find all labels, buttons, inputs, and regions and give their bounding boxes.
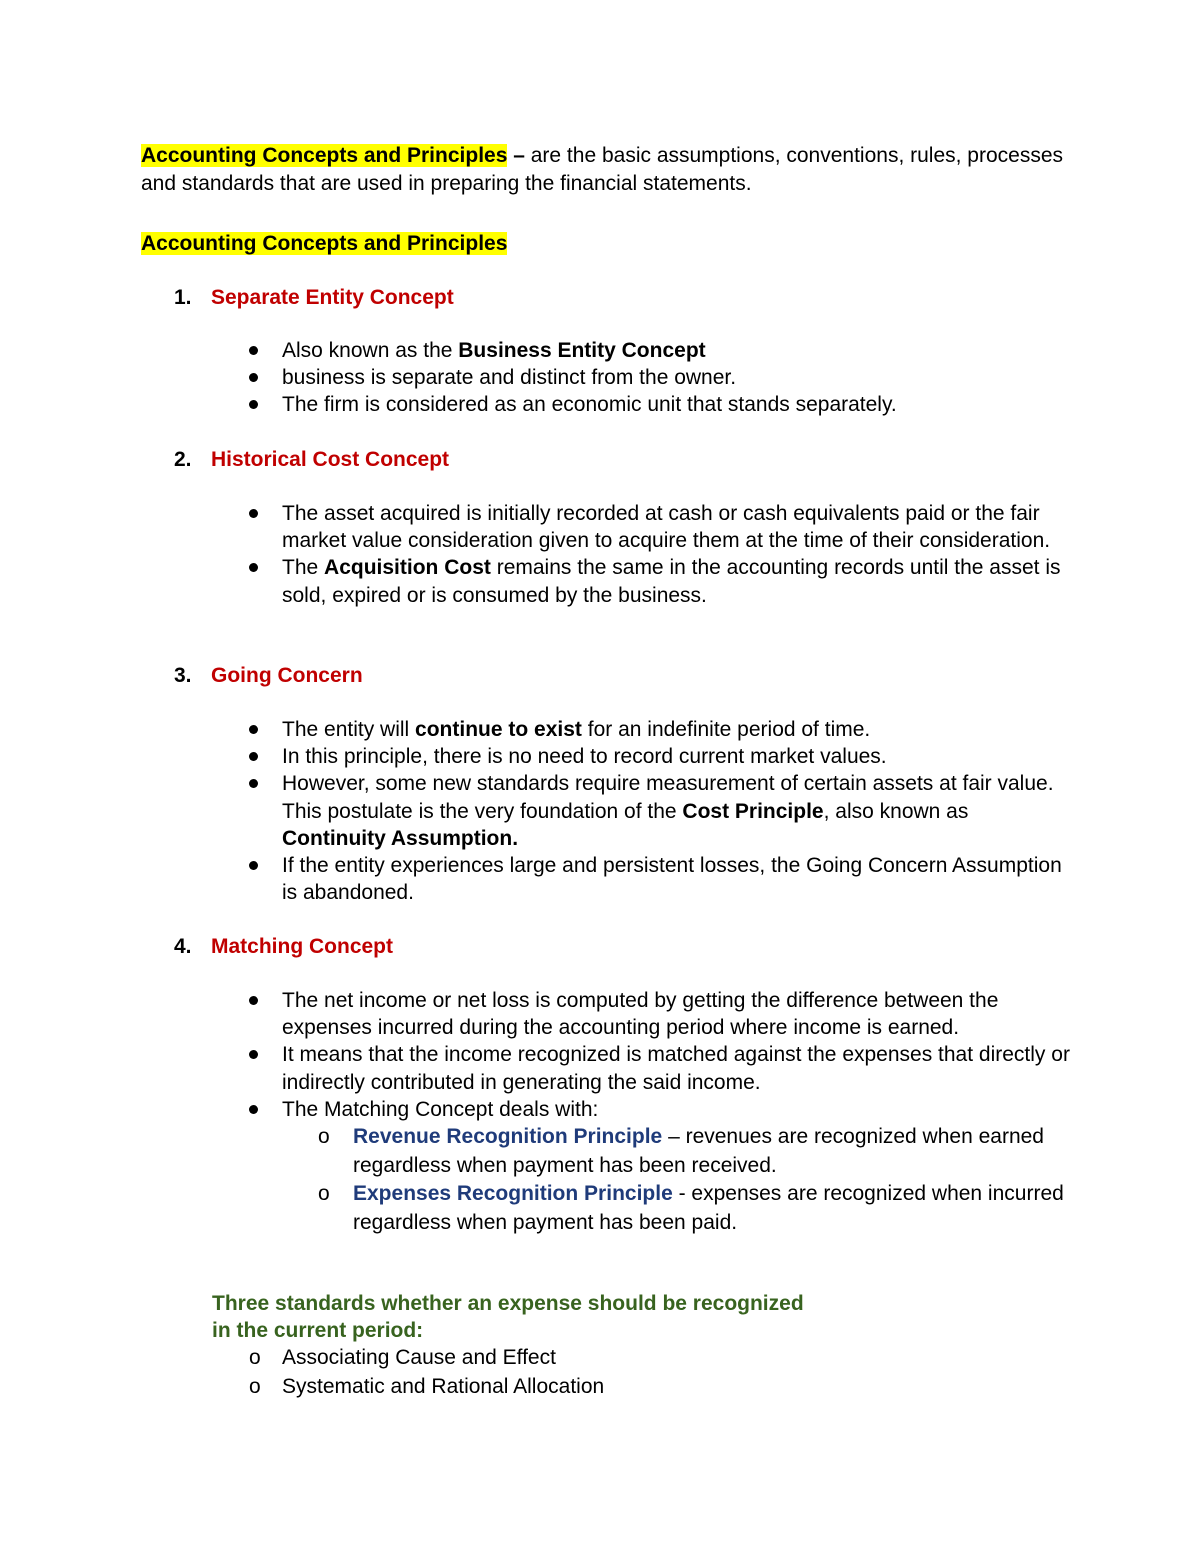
bullet-text: If the entity experiences large and persistent losses, the Going Concern Assumption is abandoned. [282,854,1062,905]
bullet-text: business is separate and distinct from the owner. [282,366,737,390]
list-item [0,770,1072,852]
intro-paragraph [141,142,1081,197]
bullet-bold: Business Entity Concept [458,339,706,362]
sub-bullet-title: Revenue Recognition Principle [353,1125,663,1149]
list-item [0,852,1072,906]
section-4-heading [174,933,393,960]
list-item [0,1096,1072,1237]
standards-heading [212,1290,804,1344]
section-3-title: Going Concern [211,664,363,687]
bullet-icon [249,861,258,870]
bullet-text: The firm is considered as an economic unit that stands separately. [282,393,897,417]
bullet-bold-2: Continuity Assumption. [282,826,519,850]
bullet-icon [249,779,258,788]
bullet-icon [249,1105,258,1114]
section-4-number: 4. [174,935,192,958]
bullet-text: The asset acquired is initially recorded at cash or cash equivalents paid or the fair market value consideration given to acquire them at the time of their consideration. [282,502,1051,553]
bullet-text: The Matching Concept deals with: [282,1097,599,1121]
intro-dash: – [507,144,531,167]
list-item [0,1343,1200,1372]
circle-bullet-icon: o [249,1346,261,1369]
standards-item-text: Associating Cause and Effect [282,1346,556,1369]
list-item [0,1041,1072,1095]
section-1-heading [174,284,454,311]
bullet-text-after: remains the same in the accounting records until the asset is sold, expired or is consumed by the business. [282,556,1061,607]
bullet-icon [249,752,258,761]
bullet-text-after: , also known as [823,799,969,823]
bullet-text: The [282,556,325,580]
intro-title: Accounting Concepts and Principles [141,144,508,167]
circle-bullet-icon: o [249,1375,261,1398]
main-heading [141,230,1081,258]
bullet-icon [249,725,258,734]
list-item [0,391,1072,418]
section-4-bullets [0,987,1200,1237]
section-2-bullets [0,500,1200,609]
section-1-number: 1. [174,286,192,309]
section-3-bullets [0,716,1200,906]
bullet-text: The entity will [282,718,416,741]
standards-item-text: Systematic and Rational Allocation [282,1375,605,1398]
bullet-text-after: for an indefinite period of time. [581,718,871,741]
bullet-text: In this principle, there is no need to record current market values. [282,745,887,769]
section-4-title: Matching Concept [211,935,393,958]
list-item [0,1180,1073,1237]
list-item [0,987,1072,1041]
bullet-icon [249,1050,258,1059]
section-2-title: Historical Cost Concept [211,448,450,471]
list-item [0,1372,1200,1401]
list-item [0,500,1072,554]
bullet-icon [249,373,258,382]
list-item [0,1123,1073,1180]
section-3-heading [174,662,363,689]
bullet-icon [249,563,258,572]
bullet-text: Also known as the [282,339,459,362]
list-item [0,337,1072,364]
bullet-icon [249,346,258,355]
list-item [0,743,1072,770]
section-2-heading [174,446,449,473]
section-1-bullets [0,337,1200,419]
list-item [0,364,1072,391]
sub-bullet-text: – revenues are recognized when earned regardless when payment has been received. [353,1125,1044,1177]
circle-bullet-icon: o [318,1182,330,1206]
bullet-bold: continue to exist [415,718,582,741]
standards-heading-line-1: Three standards whether an expense should be recognized [212,1292,804,1315]
list-item [0,716,1072,743]
standards-heading-line-2: in the current period: [212,1319,424,1342]
sub-bullet-text: - expenses are recognized when incurred regardless when payment has been paid. [353,1182,1064,1234]
intro-text: are the basic assumptions, conventions, rules, processes and standards that are used in preparing the financial statements. [141,144,1064,195]
bullet-icon [249,400,258,409]
sub-bullet-title: Expenses Recognition Principle [353,1182,673,1206]
standards-list [0,1343,1200,1401]
bullet-text: However, some new standards require measurement of certain assets at fair value. This postulate is the very foundation of the [282,772,1054,823]
bullet-bold: Cost Principle [682,799,824,823]
section-4-sub-bullets [0,1123,1200,1237]
section-3-number: 3. [174,664,192,687]
bullet-text: It means that the income recognized is matched against the expenses that directly or indirectly contributed in generating the said income. [282,1043,1070,1094]
bullet-icon [249,509,258,518]
bullet-text: The net income or net loss is computed by getting the difference between the expenses incurred during the accounting period where income is earned. [282,989,999,1040]
section-2-number: 2. [174,448,192,471]
bullet-bold: Acquisition Cost [324,556,491,580]
list-item [0,554,1072,608]
circle-bullet-icon: o [318,1125,330,1149]
bullet-icon [249,996,258,1005]
section-1-title: Separate Entity Concept [211,286,454,309]
main-heading-text: Accounting Concepts and Principles [141,232,508,255]
